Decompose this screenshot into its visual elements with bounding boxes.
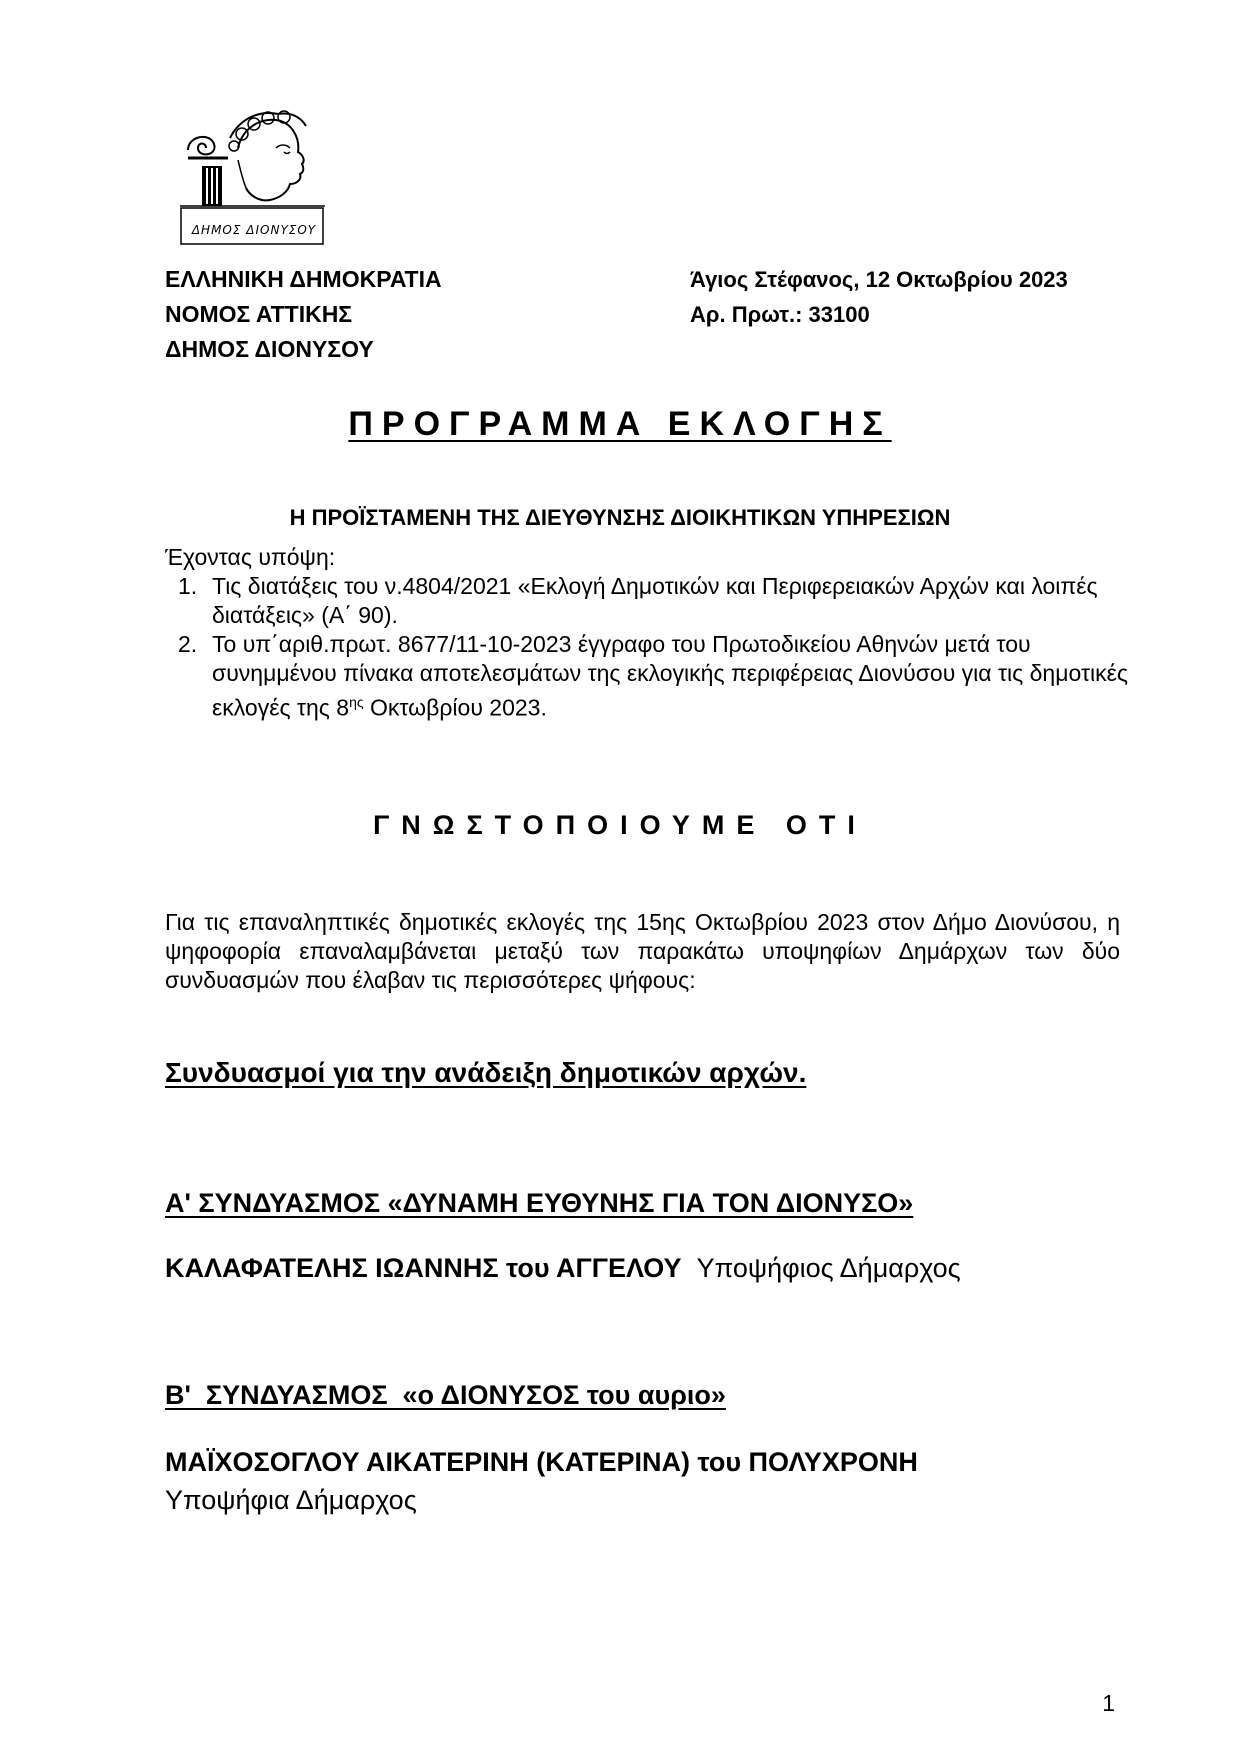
item-text-end: Οκτωβρίου 2023. (363, 694, 547, 721)
item-number: 2. (178, 631, 198, 657)
header-prefecture: ΝΟΜΟΣ ΑΤΤΙΚΗΣ (165, 301, 353, 327)
considering-item-2 (168, 630, 1128, 723)
candidate-name: ΚΑΛΑΦΑΤΕΛΗΣ ΙΩΑΝΝΗΣ του ΑΓΓΕΛΟΥ (165, 1253, 682, 1283)
item-number: 1. (178, 573, 198, 599)
announcement-paragraph: Για τις επαναληπτικές δημοτικές εκλογές της 15ης Οκτωβρίου 2023 στον Δήμο Διονύσου, η ψηφοφορία επαναλαμβάνεται μεταξύ των παρακάτω υποψηφίων Δημάρχων των δύο συνδυασμών που έλαβαν τις περισσότερες ψήφους: (165, 909, 1120, 993)
authority-heading: Η ΠΡΟΪΣΤΑΜΕΝΗ ΤΗΣ ΔΙΕΥΘΥΝΣΗΣ ΔΙΟΙΚΗΤΙΚΩΝ ΥΠΗΡΕΣΙΩΝ (289, 505, 951, 530)
item-text: Το υπ΄αριθ.πρωτ. 8677/11-10-2023 έγγραφο του Πρωτοδικείου Αθηνών μετά του συνημμένου πίνακα αποτελεσμάτων της εκλογικής περιφέρειας Διονύσου για τις δημοτικές εκλογές της 8 (212, 631, 1128, 721)
considering-list (168, 572, 1128, 723)
document-title (0, 405, 1240, 444)
header-left (165, 262, 442, 367)
coalition-b-candidate (165, 1443, 918, 1519)
candidate-role: Υποψήφια Δήμαρχος (165, 1485, 417, 1515)
protocol-number: Αρ. Πρωτ.: 33100 (690, 302, 870, 327)
coalition-b-heading: Β' ΣΥΝΔΥΑΣΜΟΣ «ο ΔΙΟΝΥΣΟΣ του αυριο» (165, 1380, 726, 1410)
logo-caption: ΔΗΜΟΣ ΔΙΟΝΥΣΟΥ (191, 223, 317, 237)
considering-item-1 (168, 572, 1128, 630)
coalition-a-candidate (165, 1253, 961, 1284)
header-country: ΕΛΛΗΝΙΚΗ ΔΗΜΟΚΡΑΤΙΑ (165, 266, 442, 292)
header-municipality: ΔΗΜΟΣ ΔΙΟΝΥΣΟΥ (165, 336, 374, 362)
item-superscript: ης (349, 694, 364, 710)
page-number: 1 (1102, 1690, 1115, 1716)
candidate-role: Υποψήφιος Δήμαρχος (696, 1253, 961, 1283)
coalition-a-heading: Α' ΣΥΝΔΥΑΣΜΟΣ «ΔΥΝΑΜΗ ΕΥΘΥΝΗΣ ΓΙΑ ΤΟΝ ΔΙΟΝΥΣΟ» (165, 1188, 914, 1218)
document-title-text: ΠΡΟΓΡΑΜΜΑ ΕΚΛΟΓΗΣ (348, 405, 892, 443)
notice-heading: ΓΝΩΣΤΟΠΟΙΟΥΜΕ ΟΤΙ (373, 810, 867, 840)
candidate-name: ΜΑΪΧΟΣΟΓΛΟΥ ΑΙΚΑΤΕΡΙΝΗ (ΚΑΤΕΡΙΝΑ) του ΠΟΛΥΧΡΟΝΗ (165, 1447, 918, 1477)
place-date: Άγιος Στέφανος, 12 Οκτωβρίου 2023 (690, 267, 1068, 292)
header-right (690, 262, 1068, 332)
coalitions-title: Συνδυασμοί για την ανάδειξη δημοτικών αρχών. (165, 1057, 807, 1088)
item-text: Τις διατάξεις του ν.4804/2021 «Εκλογή Δημοτικών και Περιφερειακών Αρχών και λοιπές διατάξεις» (Α΄ 90). (212, 573, 1098, 628)
considering-intro: Έχοντας υπόψη: (165, 544, 336, 570)
